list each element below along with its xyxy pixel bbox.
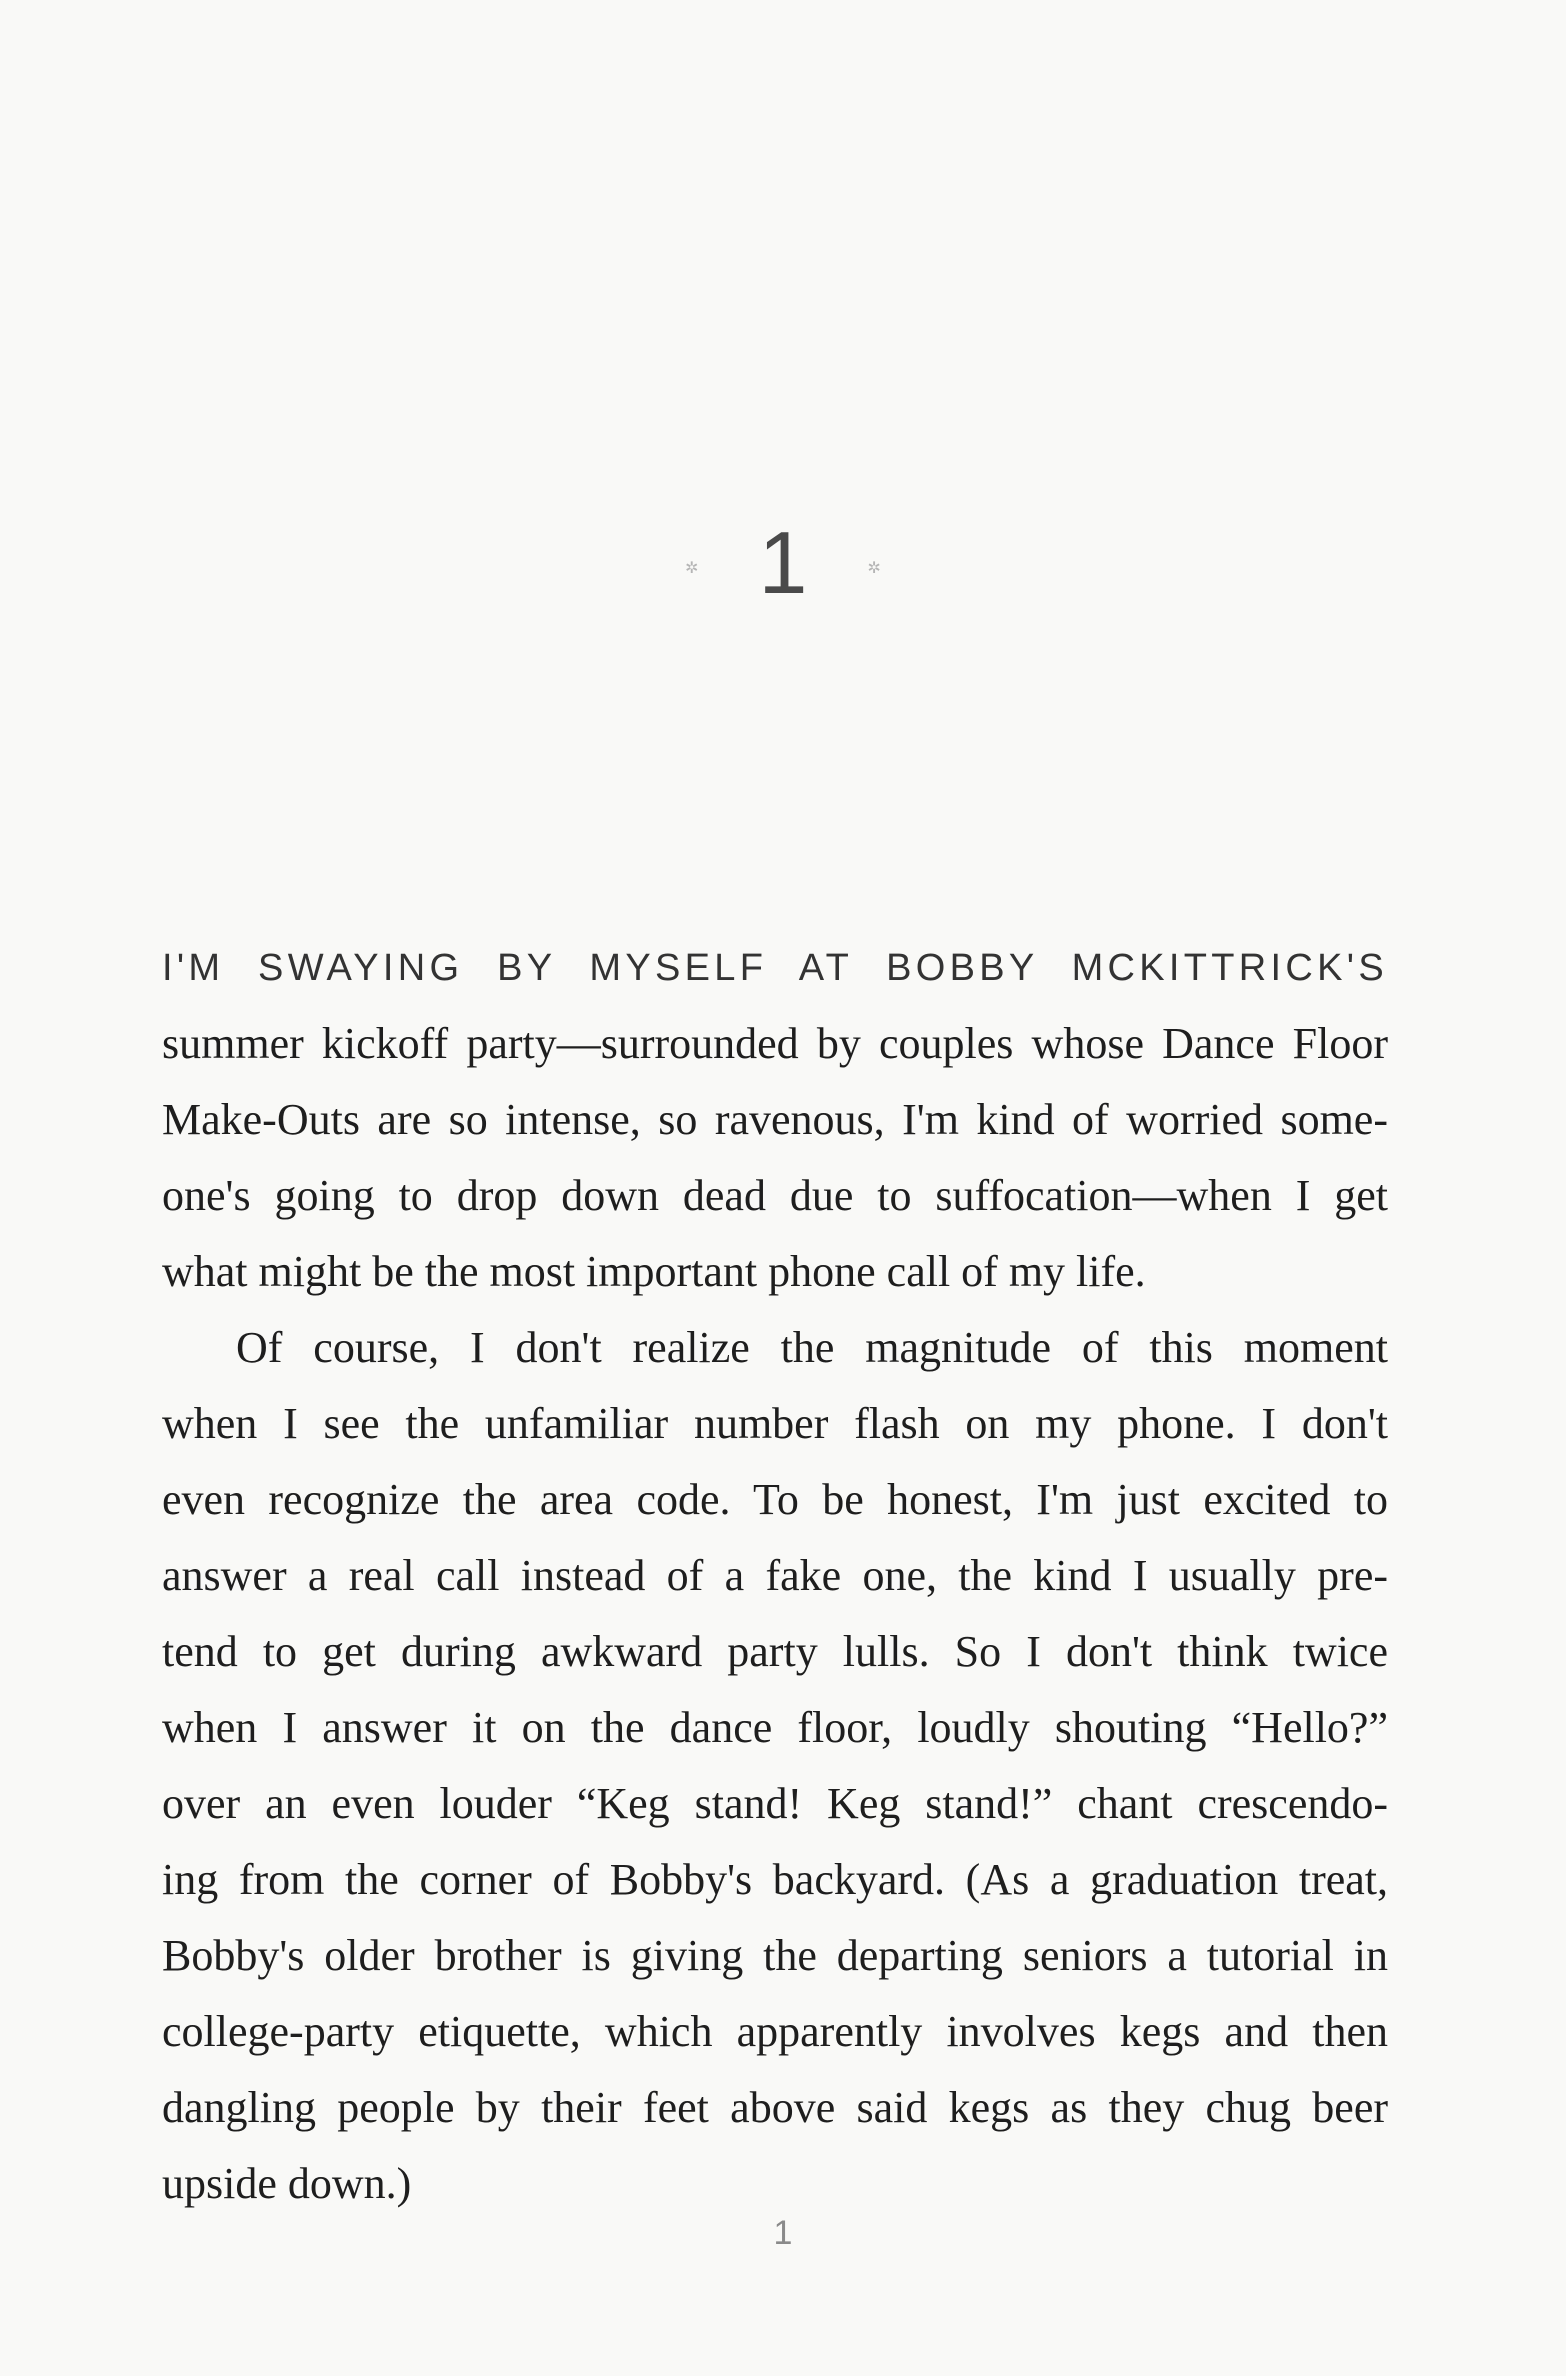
text-line: Make-Outs are so intense, so ravenous, I'm kind of worried some- [162,1095,1388,1144]
text-line: over an even louder “Keg stand! Keg stand!” chant crescendo- [162,1779,1388,1828]
page-number: 1 [773,2214,793,2252]
text-line: ing from the corner of Bobby's backyard. (As a graduation treat, [162,1855,1388,1904]
text-line: summer kickoff party—surrounded by couples whose Dance Floor [162,1019,1388,1068]
chapter-text [162,930,1388,2222]
ornament-right-icon: ✲ [867,557,881,577]
text-line: what might be the most important phone call of my life. [162,1247,1146,1296]
text-line: college-party etiquette, which apparently involves kegs and then [162,2007,1388,2056]
text-line: upside down.) [162,2159,412,2208]
chapter-heading [0,508,1566,618]
text-line: dangling people by their feet above said kegs as they chug beer [162,2083,1388,2132]
text-line: Bobby's older brother is giving the departing seniors a tutorial in [162,1931,1388,1980]
text-line: one's going to drop down dead due to suffocation—when I get [162,1171,1388,1220]
text-line: answer a real call instead of a fake one, the kind I usually pre- [162,1551,1388,1600]
opening-small-caps-line: I'M SWAYING BY MYSELF AT BOBBY MCKITTRICK'S [162,947,1388,989]
chapter-number: 1 [758,513,808,612]
text-line: when I see the unfamiliar number flash on my phone. I don't [162,1399,1388,1448]
text-line: when I answer it on the dance floor, loudly shouting “Hello?” [162,1703,1388,1752]
ornament-left-icon: ✲ [685,557,699,577]
text-line: tend to get during awkward party lulls. So I don't think twice [162,1627,1388,1676]
text-line: even recognize the area code. To be honest, I'm just excited to [162,1475,1388,1524]
text-line: Of course, I don't realize the magnitude of this moment [236,1323,1388,1372]
